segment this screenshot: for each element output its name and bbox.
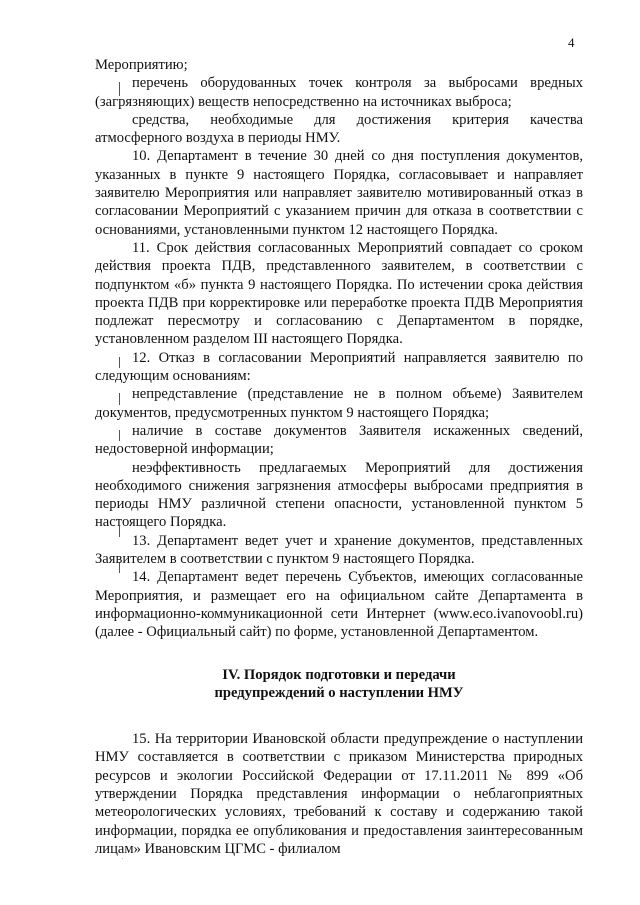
- section-heading-line-1: IV. Порядок подготовки и передачи: [222, 666, 456, 683]
- paragraph-item-11: 11. Срок действия согласованных Мероприятий совпадает со сроком действия проекта ПДВ, представленного заявителем, в соответствии с подпунктом «б» пункта 9 настоящего Порядка. По истечении срока действия проекта ПДВ при корректировке или переработке проекта ПДВ Мероприятия подлежат пересмотру и согласованию с Департаментом в порядке, установленном разделом III настоящего Порядка.: [95, 239, 583, 348]
- paragraph-reason-nonsubmission: непредставление (представление не в полном объеме) Заявителем документов, предусмотренных пунктом 9 настоящего Порядка;: [95, 386, 583, 421]
- section-heading: [95, 666, 583, 703]
- paragraph-air-quality-means: средства, необходимые для достижения критерия качества атмосферного воздуха в периоды НМУ.: [95, 111, 583, 147]
- paragraph-measures-tail: Мероприятию;: [95, 57, 188, 73]
- section-heading-line-2: предупреждений о наступлении НМУ: [214, 684, 464, 701]
- paragraph-item-13: 13. Департамент ведет учет и хранение документов, представленных Заявителем в соответствии с пунктом 9 настоящего Порядка.: [95, 532, 583, 568]
- document-body: [95, 56, 583, 858]
- paragraph-item-14: 14. Департамент ведет перечень Субъектов, имеющих согласованные Мероприятия, и размещает его на официальном сайте Департамента в информационно-коммуникационной сети Интернет (www.eco.ivanovoobl.ru) (далее - Официальный сайт) по форме, установленной Департаментом.: [95, 569, 583, 641]
- paragraph-control-points: перечень оборудованных точек контроля за выбросами вредных (загрязняющих) веществ непосредственно на источниках выброса;: [95, 75, 583, 110]
- paragraph-item-10: 10. Департамент в течение 30 дней со дня поступления документов, указанных в пункте 9 настоящего Порядка, согласовывает и направляет заявителю Мероприятия или направляет заявителю мотивированный отказ в согласовании Мероприятий с указанием причин для отказа в соответствии с основаниями, установленными пунктом 12 настоящего Порядка.: [95, 148, 583, 238]
- paragraph-item-15: 15. На территории Ивановской области предупреждение о наступлении НМУ составляется в соответствии с приказом Министерства природных ресурсов и экологии Российской Федерации от 17.11.2011 № 899 «Об утверждении Порядка представления информации о неблагоприятных метеорологических условиях, требований к составу и содержанию такой информации, порядка ее опубликования и предоставления заинтересованным лицам» Ивановским ЦГМС - филиалом: [95, 731, 583, 857]
- paragraph-item-12: 12. Отказ в согласовании Мероприятий направляется заявителю по следующим основаниям:: [95, 349, 583, 385]
- paragraph-reason-ineffective: неэффективность предлагаемых Мероприятий для достижения необходимого снижения загрязнения атмосферы выбросами предприятия в периоды НМУ различной степени опасности, установленной пунктом 5 настоящего Порядка.: [95, 459, 583, 531]
- page-number: 4: [568, 35, 575, 50]
- paragraph-reason-distorted-data: наличие в составе документов Заявителя искаженных сведений, недостоверной информации;: [95, 422, 583, 458]
